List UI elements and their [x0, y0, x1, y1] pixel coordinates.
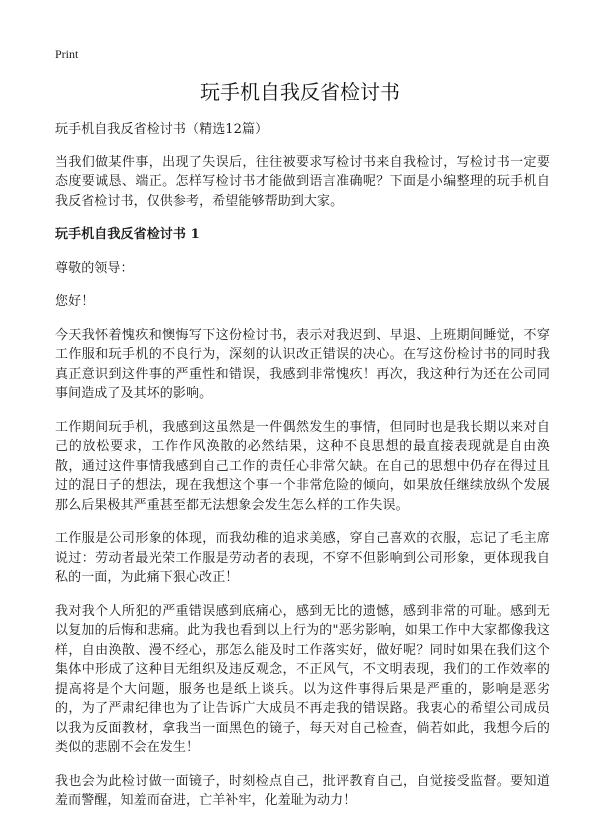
body-paragraph-4: 我对我个人所犯的严重错误感到底痛心，感到无比的遗憾，感到非常的可耻。感到无以复加的后悔和悲痛。此为我也看到以上行为的"恶劣影响，如果工作中大家都像我这样，自由涣散、漫不经心，那怎么能及时工作落实好，做好呢？同时如果在我们这个集体中形成了这种目无组织及违反观念，不正风气，不文明表现，我们的工作效率的提高将是个大问题，服务也是纸上谈兵。以为这件事得后果是严重的，影响是恶劣的，为了严肃纪律也为了让告诉广大成员不再走我的错误路。我衷心的希望公司成员以我为反面教材，拿我当一面黑色的镜子，每天对自己检查，倘若如此，我想今后的类似的悲剧不会在发生！ [55, 603, 550, 755]
section-heading: 玩手机自我反省检讨书 1 [55, 227, 200, 242]
salutation: 尊敬的领导： [55, 260, 134, 276]
document-body [55, 120, 550, 825]
intro-paragraph: 当我们做某件事，出现了失误后，往往被要求写检讨书来自我检讨，写检讨书一定要态度要诚恳、端正。怎样写检讨书才能做到语言准确呢？下面是小编整理的玩手机自我反省检讨书，仅供参考，希望能够帮助到大家。 [55, 154, 550, 209]
greeting: 您好！ [55, 294, 95, 309]
print-link[interactable]: Print [55, 47, 79, 61]
body-paragraph-2: 工作期间玩手机，我感到这虽然是一件偶然发生的事情，但同时也是我长期以来对自己的放松要求，工作作风涣散的必然结果，这种不良思想的最直接表现就是自由涣散，通过这件事情我感到自己工作的责任心非常欠缺。在自己的思想中仍存在得过且过的混日子的想法，现在我想这个事一个非常危险的倾向，如果放任继续放纵个发展那么后果极其严重甚至都无法想象会发生怎么样的工作失误。 [55, 419, 550, 513]
body-paragraph-5: 我也会为此检讨做一面镜子，时刻检点自己，批评教育自己，自觉接受监督。要知道羞而警醒，知羞而奋进，亡羊补牢，化羞耻为动力！ [55, 773, 550, 808]
body-paragraph-3: 工作服是公司形象的体现，而我幼稚的追求美感，穿自己喜欢的衣服，忘记了毛主席说过：劳动者最光荣工作服是劳动者的表现，不穿不但影响到公司形象，更体现我自私的一面，为此痛下狠心改正！ [55, 531, 550, 585]
document-subtitle: 玩手机自我反省检讨书（精选12篇） [55, 122, 269, 137]
body-paragraph-1: 今天我怀着愧疚和懊悔写下这份检讨书，表示对我迟到、早退、上班期间睡觉，不穿工作服和玩手机的不良行为，深刻的认识改正错误的决心。在写这份检讨书的同时我真正意识到这件事的严重性和错误，我感到非常愧疚！再次，我这种行为还在公司同事间造成了及其坏的影响。 [55, 327, 550, 401]
page-title: 玩手机自我反省检讨书 [200, 80, 400, 104]
